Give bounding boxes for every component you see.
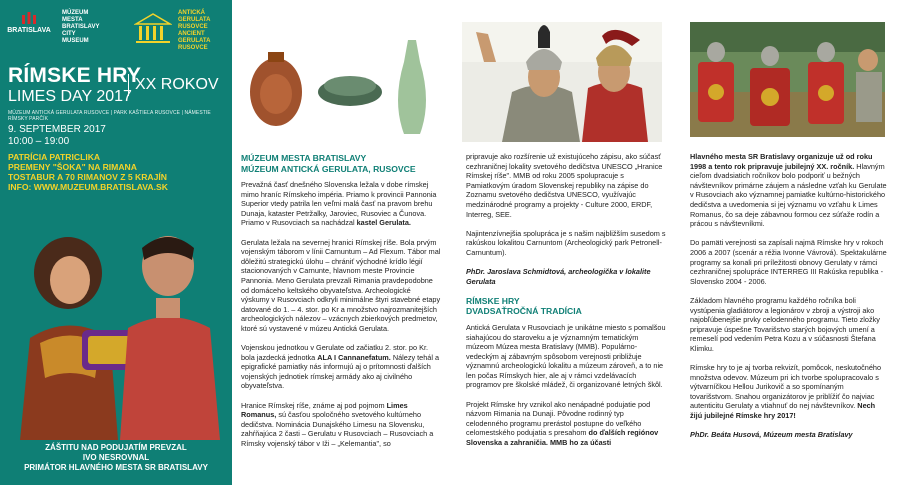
paragraph: Do pamäti verejnosti sa zapísali najmä Rímske hry v rokoch 2006 a 2007 (scenár a réžia Ivonne Vávrová). Spektakulárne programy sa konali pri príležitosti obnovy Gerulaty v rámci cezhraničnej spolupráce INTERREG III Rakúska republika - Slovensko 2004 - 2006. — [690, 238, 887, 286]
promo-text: PATRÍCIA PATRICLIKA PREMENY "ŠOKA" NA RIMANA TOSTABUR A 70 RIMANOV Z 5 KRAJÍN INFO: WWW.MUZEUM.BRATISLAVA.SK — [8, 152, 168, 192]
article-column-3 — [690, 152, 888, 449]
paragraph: Gerulata ležala na severnej hranici Rímskej ríše. Bola prvým vojenským táborom v línii Carnuntum – Ad Flexum. Tábor mal dôležitú strategickú úlohu – chrániť východné krídlo légií stacionovaných v Carnunte, hlavnom meste Provincie Pannonia. Meno Gerulata prevzali Rimania pravdepodobne od domáceho keltského obyvateľstva. Archeologické výskumy v Rusovciach odkryli minimálne štyri stavebné etapy datované do 1. – 4. stor. po Kr a množstvo najrozmanitejších archeologických nálezov – vzácnych zbierkových predmetov, ktoré sú vystavené v múzeu Antická Gerulata. — [241, 237, 441, 333]
logo-row — [6, 8, 226, 50]
article-column-2 — [466, 152, 666, 457]
paragraph: Projekt Rímske hry vznikol ako nenápadné podujatie pod názvom Rimania na Dunaji. Pôvodne rodinný typ celodenného programu prerástol postupne do veľkého celomestského podujatia s presahom do ďalších regiónov Slovenska a zahraničia. MMB ho za účasti — [466, 399, 659, 448]
event-poster — [0, 0, 232, 485]
section-heading-museum: MÚZEUM MESTA BRATISLAVY MÚZEUM ANTICKÁ GERULATA, RUSOVCE — [241, 153, 416, 174]
poster-figures-illustration — [0, 218, 232, 440]
event-date: 9. SEPTEMBER 2017 — [8, 124, 106, 135]
paragraph: Hlavného mesta SR Bratislavy organizuje už od roku 1998 a tento rok pripravuje jubilejný XX. ročník. Hlavným cieľom dvadsiatich ročníkov bolo podporiť u bežných návštevníkov primárne záujem a následne vzťah ku Gerulate v Rusovciach ako významnej pamiatke kultúrno-historického dedičstva a uvedomenia si jej významu vo vzťahu k Limes Romanus, čo sa deje zábavnou formou cez súťaže rodín a prácou s návštevníkmi. — [690, 152, 887, 229]
roman-battle-reenactment-photo — [690, 22, 885, 137]
paragraph: Základom hlavného programu každého ročníka boli vystúpenia gladiátorov a legionárov v zbroji a výstroji ako najobľúbenejšie prvky celodenného programu. Tieto zložky pripravuje úspešne Tovarišstvo starých bojových umení a remeselí pod vedením Petra Kozu a v súčasnosti Štefana Klimku. — [690, 295, 880, 353]
paragraph: Najintenzívnejšia spolupráca je s našim najbližším susedom s rakúskou lokalitou Carnuntom (Archeologický park Petronell-Carnuntum). — [466, 228, 666, 257]
paragraph: Prevažná časť dnešného Slovenska ležala v dobe rímskej mimo hraníc Rímskeho impéria. Priamo k provincii Pannonia Superior vtedy patrila len veľmi malá časť na pravom brehu Dunaja, kataster Petržalky, Jaroviec, Rusoviec a Čunova. Priamo v Rusovciach sa nachádzal kastel Gerulata. — [241, 180, 437, 228]
paragraph: Hranice Rímskej ríše, známe aj pod pojmom Limes Romanus, sú časťou spoločného svetového kultúrneho dedičstva. Nominácia Dunajského Limesu na Slovensku, zahŕňajúca 2 časti – Gerulatu v Rusovciach – Rusovciach a Rímsky vojenský tábor v Iži – „Kelemantia", so — [241, 400, 434, 449]
paragraph: Antická Gerulata v Rusovciach je unikátne miesto s pomalšou siahajúcou do staroveku a je významným tematickým múzeom Múzea mesta Bratislavy (MMB). Populárno-vedeckým aj zábavným spôsobom verejnosti približuje významnú archeologickú lokalitu a múzeum zároveň, a to nie len počas Rímskych hier, ale aj v rámci vzdelávacích programov pre školské mládež, či organizované letných škôl. — [466, 322, 666, 390]
paragraph: pripravuje ako rozšírenie už existujúceho zápisu, ako súčasť cezhraničnej lokality svetového dedičstva UNESCO „Hranice Rímskej ríše". MMB od roku 2005 spolupracuje s Pamiatkovým úradom Slovenskej republiky na zápise do Zoznamu svetového dedičstva UNESCO, využívajúc medzinárodné programy a projekty - Culture 2000, ERDF, Interreg, SEE. — [466, 152, 663, 219]
author-signature: PhDr. Jaroslava Schmidtová, archeologička v lokalite Gerulata — [466, 267, 651, 286]
venue-line: MÚZEUM ANTICKÁ GERULATA RUSOVCE | PARK KAŠTIEĽA RUSOVCE | NÁMESTIE RÍMSKY PARČÍK — [8, 110, 211, 122]
paragraph: Rímske hry to je aj tvorba rekvizít, pomôcok, neskutočného množstva odevov. Múzeum pri ich tvorbe spolupracovalo s výtvarníčkou Hellou Jurikovič a so spomínaným tovarišstvom. Snahou organizátorov je priblížiť čo najviac autenticitu Gerulaty a vtiahnuť do nej návštevníkov. Nech žijú jubilejné Rímske hry 2017! — [690, 363, 882, 421]
roman-soldiers-photo — [462, 22, 662, 142]
paragraph: Vojenskou jednotkou v Gerulate od začiatku 2. stor. po Kr. bola jazdecká jednotka ALA I Cannanefatum. Nálezy tehál a epigrafické pamiatky nás informujú aj o prítomnosti ďalších vojenských jednotiek rímskej armády ako aj civilného obyvateľstva. — [241, 343, 440, 391]
patron-text: ZÁŠTITU NAD PODUJATÍM PREVZAL IVO NESROVNAL PRIMÁTOR HLAVNÉHO MESTA SR BRATISLAVY — [24, 443, 208, 472]
poster-subtitle: LIMES DAY 2017 — [8, 88, 132, 105]
museum-logo-text: MÚZEUM MESTA BRATISLAVY CITY MUSEUM — [62, 10, 100, 44]
city-coat-of-arms-icon — [22, 12, 36, 24]
gerulata-logo-text: ANTICKÁ GERULATA RUSOVCE ANCIENT GERULATA RUSOVCE — [178, 10, 211, 51]
author-signature: PhDr. Beáta Husová, Múzeum mesta Bratislavy — [690, 430, 853, 440]
poster-title: RÍMSKE HRY — [8, 64, 142, 87]
roman-artifacts-photo — [240, 22, 445, 142]
article-column-1 — [241, 153, 441, 458]
section-heading-roman-games: RÍMSKE HRY DVADSAŤROČNÁ TRADÍCIA — [466, 295, 582, 317]
temple-icon — [134, 12, 172, 46]
anniversary-label: XX ROKOV — [128, 74, 219, 96]
city-name: BRATISLAVA — [7, 27, 51, 34]
bratislava-logo — [6, 8, 52, 34]
event-time: 10:00 – 19:00 — [8, 136, 70, 147]
